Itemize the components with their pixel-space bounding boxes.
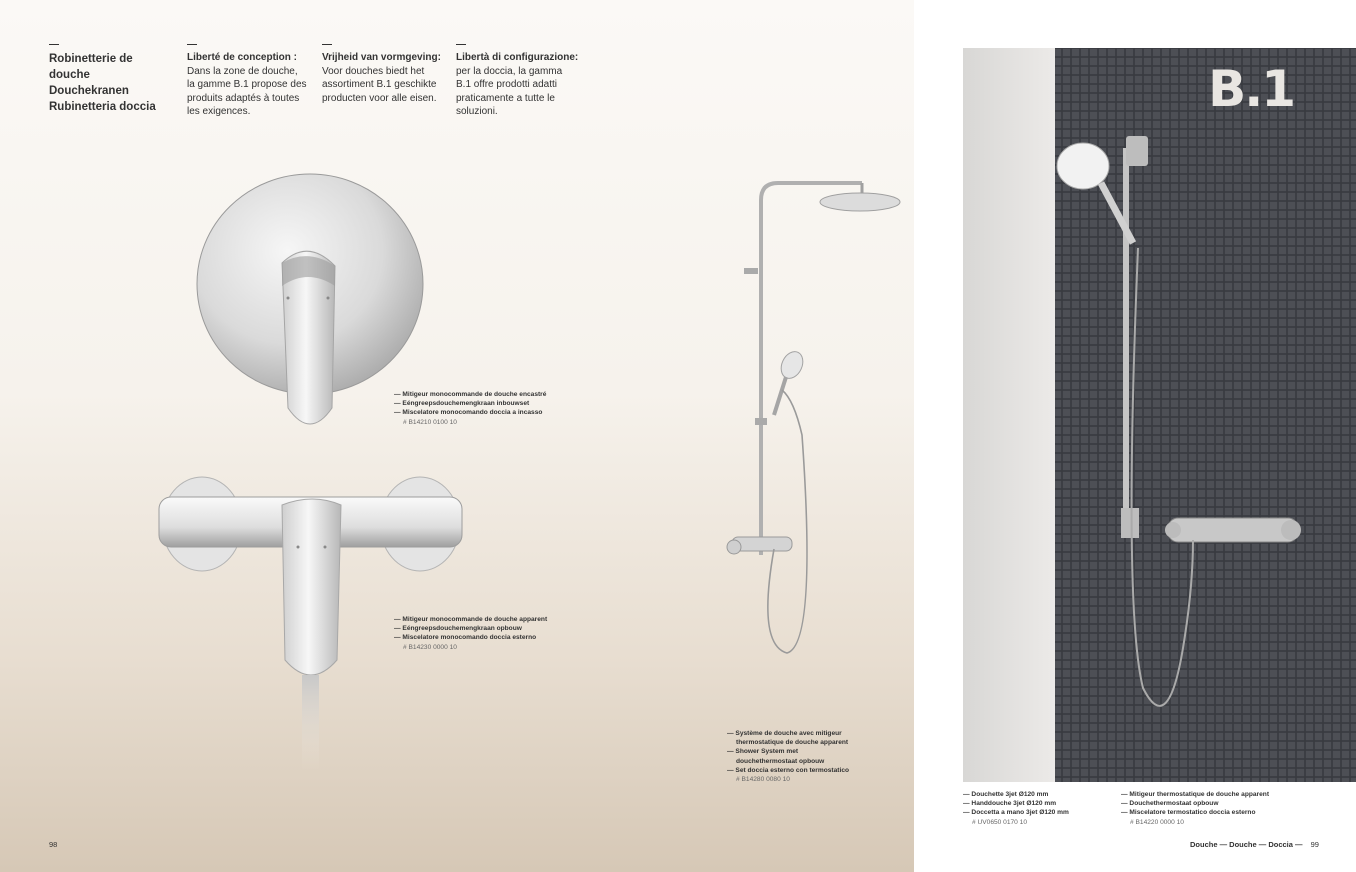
dash	[456, 44, 466, 45]
caption-line: — Mitigeur monocommande de douche apparent	[394, 616, 548, 623]
bathroom-photo	[963, 48, 1356, 782]
title-line: douche	[49, 69, 90, 81]
caption-line: — Miscelatore termostatico doccia esterno	[1121, 809, 1256, 817]
intro-heading: Vrijheid van vormgeving:	[322, 52, 441, 63]
shower-system-image	[722, 175, 907, 665]
caption-system	[727, 729, 849, 784]
intro-line: les exigences.	[187, 106, 251, 118]
intro-heading: Libertà di configurazione:	[456, 52, 579, 63]
caption-line: — Eéngreepsdouchemengkraan opbouw	[394, 625, 522, 633]
intro-line: per la doccia, la gamma	[456, 65, 563, 77]
caption-line: — Set doccia esterno con termostatico	[727, 766, 850, 774]
intro-dutch	[322, 44, 447, 105]
product-code: # B14210 0100 10	[403, 418, 457, 426]
caption-line: douchethermostaat opbouw	[736, 757, 825, 765]
product-code: # B14280 0080 10	[736, 776, 790, 784]
caption-concealed	[394, 390, 546, 427]
footer-label: Douche — Douche — Doccia —	[1190, 840, 1303, 849]
caption-line: — Miscelatore monocomando doccia esterno	[394, 634, 537, 642]
photo-illustration	[963, 48, 1356, 782]
caption-exposed	[394, 615, 547, 652]
product-code: # B14230 0000 10	[403, 643, 457, 651]
title-line: Douchekranen	[49, 85, 129, 97]
caption-line: — Mitigeur monocommande de douche encastré	[394, 391, 547, 398]
intro-line: soluzioni.	[456, 106, 498, 118]
caption-line: — Miscelatore monocomando doccia a incasso	[394, 409, 543, 417]
intro-french	[187, 44, 312, 119]
intro-line: Voor douches biedt het	[322, 65, 425, 77]
footer-section-label	[1190, 840, 1319, 849]
caption-line: — Douchethermostaat opbouw	[1121, 800, 1219, 808]
title-line: Rubinetteria doccia	[49, 101, 156, 113]
section-title	[49, 44, 174, 115]
caption-line: — Doccetta a mano 3jet Ø120 mm	[963, 809, 1069, 817]
intro-line: producten voor alle eisen.	[322, 92, 437, 104]
page-number-left: 98	[49, 840, 58, 849]
intro-italian	[456, 44, 586, 119]
caption-thermostat	[1121, 790, 1269, 827]
intro-line: produits adaptés à toutes	[187, 92, 300, 104]
intro-line: assortiment B.1 geschikte	[322, 79, 437, 91]
intro-heading: Liberté de conception :	[187, 52, 298, 63]
product-code: # B14220 0000 10	[1130, 818, 1184, 826]
caption-line: — Douchette 3jet Ø120 mm	[963, 791, 1049, 798]
caption-line: — Système de douche avec mitigeur	[727, 730, 842, 737]
product-code: # UV0650 0170 10	[972, 818, 1027, 826]
title-dash	[49, 44, 59, 45]
caption-line: — Eéngreepsdouchemengkraan inbouwset	[394, 400, 530, 408]
intro-line: praticamente a tutte le	[456, 92, 555, 104]
caption-handshower	[963, 790, 1069, 827]
caption-line: — Mitigeur thermostatique de douche apparent	[1121, 791, 1270, 798]
intro-line: la gamme B.1 propose des	[187, 79, 307, 91]
page-number-right: 99	[1310, 840, 1319, 849]
caption-line: thermostatique de douche apparent	[736, 739, 849, 747]
dash	[187, 44, 197, 45]
title-line: Robinetterie de	[49, 53, 133, 65]
dash	[322, 44, 332, 45]
caption-line: — Handdouche 3jet Ø120 mm	[963, 800, 1057, 808]
caption-line: — Shower System met	[727, 748, 799, 756]
b1-logo: B.1	[1208, 60, 1294, 118]
intro-line: Dans la zone de douche,	[187, 65, 298, 77]
intro-line: B.1 offre prodotti adatti	[456, 79, 557, 91]
